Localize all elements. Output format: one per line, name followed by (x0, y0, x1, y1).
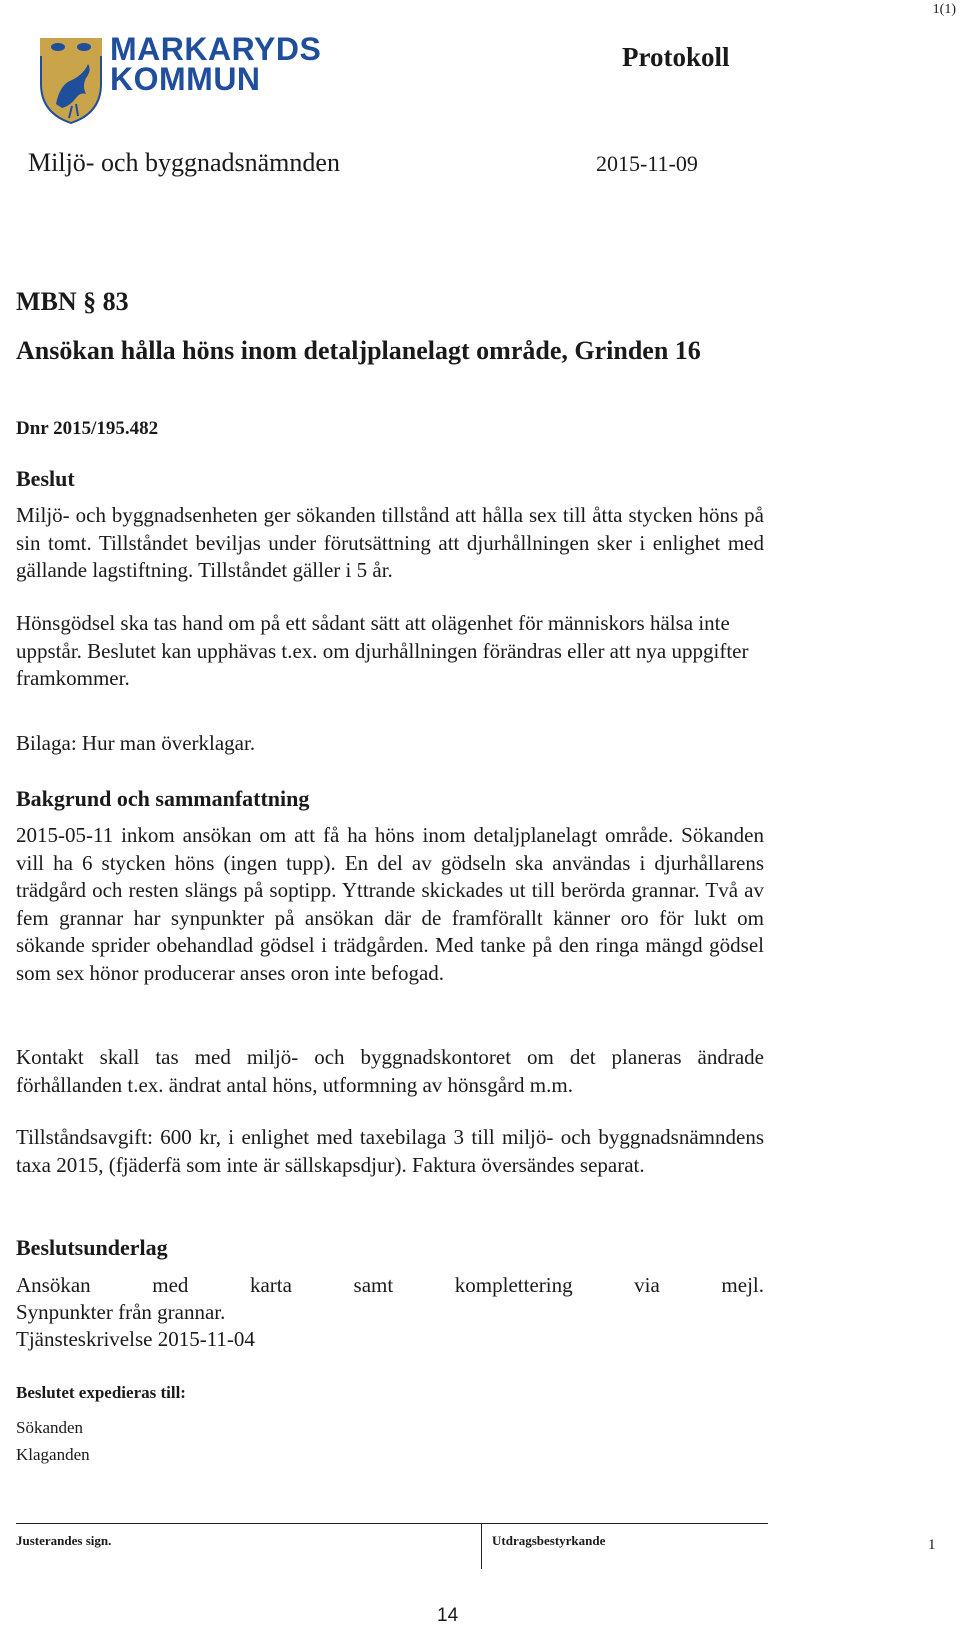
case-title: Ansökan hålla höns inom detaljplanelagt område, Grinden 16 (16, 336, 701, 365)
logo-line-1: MARKARYDS (110, 31, 322, 67)
logo-text (110, 31, 322, 97)
distribution-heading: Beslutet expedieras till: (16, 1383, 186, 1402)
decision-paragraph-2: Hönsgödsel ska tas hand om på ett sådant sätt att olägenhet för människors hälsa inte uppstår. Beslutet kan upphävas t.ex. om djurhållningen förändras eller att nya uppgifter framkommer. (16, 611, 749, 690)
document-type: Protokoll (622, 42, 730, 72)
case-dnr: Dnr 2015/195.482 (16, 418, 159, 439)
extract-certification-label: Utdragsbestyrkande (492, 1533, 606, 1548)
paragraph-number: MBN § 83 (16, 287, 129, 316)
decision-heading: Beslut (16, 466, 75, 491)
decision-paragraph-1: Miljö- och byggnadsenheten ger sökanden tillstånd att hålla sex till åtta stycken höns på sin tomt. Tillståndet beviljas under förutsättning att djurhållningen sker i enlighet med gällande lagstiftning. Tillståndet gäller i 5 år. (16, 503, 764, 582)
footer-divider (16, 1523, 768, 1524)
fee-paragraph: Tillståndsavgift: 600 kr, i enlighet med taxebilaga 3 till miljö- och byggnadsnämndens taxa 2015, (fjäderfä som inte är sällskapsdjur). Faktura översändes separat. (16, 1125, 764, 1177)
municipality-logo (36, 31, 336, 126)
document-date: 2015-11-09 (596, 151, 698, 176)
basis-item: Tjänsteskrivelse 2015-11-04 (16, 1327, 255, 1351)
basis-item: Synpunkter från grannar. (16, 1300, 226, 1324)
committee-name: Miljö- och byggnadsnämnden (28, 148, 340, 177)
appendix-note: Bilaga: Hur man överklagar. (16, 731, 256, 755)
page-number: 14 (437, 1605, 459, 1626)
page-counter: 1(1) (932, 2, 956, 17)
logo-line-2: KOMMUN (110, 61, 261, 97)
basis-heading: Beslutsunderlag (16, 1235, 168, 1260)
recipient: Klaganden (16, 1445, 90, 1464)
footer-page-index: 1 (928, 1537, 936, 1553)
footer-column-divider (481, 1523, 482, 1569)
coat-of-arms-icon (36, 34, 106, 126)
background-paragraph-2: Kontakt skall tas med miljö- och byggnadskontoret om det planeras ändrade förhållanden t.ex. ändrat antal höns, utformning av hönsgård m.m. (16, 1045, 764, 1097)
background-paragraph-1: 2015-05-11 inkom ansökan om att få ha höns inom detaljplanelagt område. Sökanden vill ha 6 stycken höns (ingen tupp). En del av gödseln ska användas i djurhållarens trädgård och resten slängs på soptipp. Yttrande skickades ut till berörda grannar. Två av fem grannar har synpunkter på ansökan där de framförallt känner oro för lukt om sökande sprider obehandlad gödsel i trädgården. Med tanke på den ringa mängd gödsel som sex hönor producerar anses oron inte befogad. (16, 823, 764, 985)
basis-item: Ansökan med karta samt komplettering via mejl. (16, 1273, 764, 1297)
recipient: Sökanden (16, 1418, 84, 1437)
signature-label: Justerandes sign. (16, 1533, 112, 1548)
background-heading: Bakgrund och sammanfattning (16, 786, 310, 811)
